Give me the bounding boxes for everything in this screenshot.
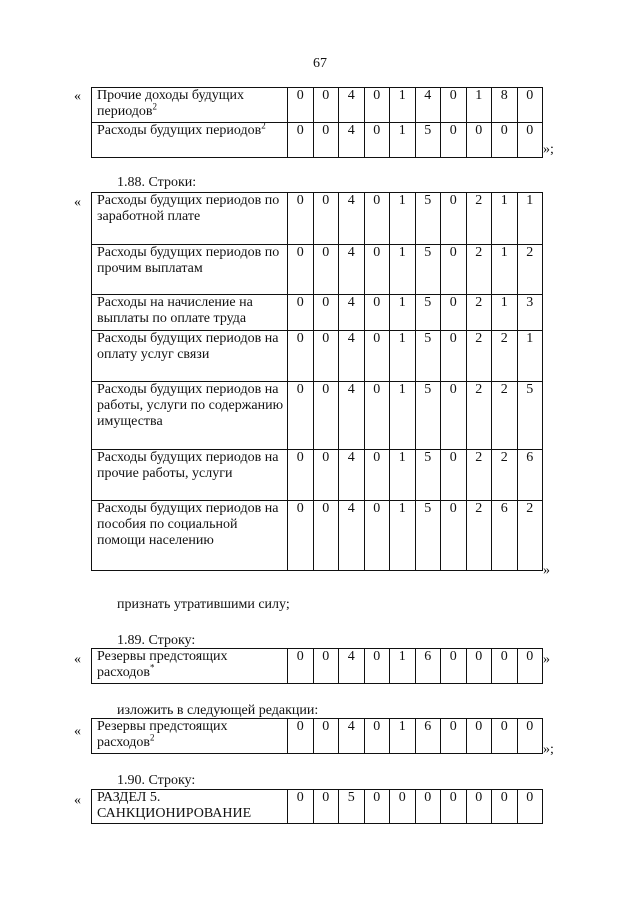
code-digit: 1 xyxy=(390,719,416,754)
code-digit: 0 xyxy=(441,790,467,824)
code-digit: 1 xyxy=(390,450,416,501)
table-section3-new xyxy=(91,718,543,754)
account-name xyxy=(92,649,288,684)
account-name xyxy=(92,88,288,123)
code-digit: 4 xyxy=(339,245,365,295)
code-digit: 0 xyxy=(288,382,314,450)
table-row xyxy=(92,193,543,245)
code-digit: 1 xyxy=(517,331,543,382)
code-digit: 0 xyxy=(492,790,518,824)
code-digit: 2 xyxy=(466,382,492,450)
code-digit: 4 xyxy=(339,501,365,571)
code-digit: 2 xyxy=(466,450,492,501)
code-digit: 2 xyxy=(492,382,518,450)
code-digit: 4 xyxy=(339,123,365,158)
code-digit: 4 xyxy=(339,382,365,450)
account-name-text: Расходы будущих периодов по прочим выплатам xyxy=(97,245,280,276)
account-name-text: Расходы будущих периодов на работы, услуги по содержанию имущества xyxy=(97,382,284,429)
code-digit: 0 xyxy=(441,450,467,501)
code-digit: 0 xyxy=(441,719,467,754)
code-digit: 0 xyxy=(492,123,518,158)
code-digit: 2 xyxy=(466,331,492,382)
code-digit: 6 xyxy=(492,501,518,571)
code-digit: 2 xyxy=(517,501,543,571)
code-digit: 1 xyxy=(390,501,416,571)
account-name-text: Расходы будущих периодов xyxy=(97,123,262,138)
code-digit: 0 xyxy=(364,382,390,450)
code-digit: 0 xyxy=(441,88,467,123)
code-digit: 0 xyxy=(288,245,314,295)
code-digit: 0 xyxy=(364,790,390,824)
code-digit: 0 xyxy=(288,790,314,824)
code-digit: 0 xyxy=(441,331,467,382)
code-digit: 5 xyxy=(339,790,365,824)
code-digit: 0 xyxy=(441,501,467,571)
code-digit: 4 xyxy=(339,193,365,245)
code-digit: 0 xyxy=(415,790,441,824)
code-digit: 1 xyxy=(390,382,416,450)
table-section1 xyxy=(91,87,543,158)
account-name-text: РАЗДЕЛ 5. САНКЦИОНИРОВАНИЕ xyxy=(97,790,252,821)
account-name-text: Расходы на начисление на выплаты по оплате труда xyxy=(97,295,253,326)
code-digit: 5 xyxy=(415,450,441,501)
account-name xyxy=(92,450,288,501)
code-digit: 0 xyxy=(466,790,492,824)
code-digit: 2 xyxy=(466,245,492,295)
table-row xyxy=(92,123,543,158)
table-row xyxy=(92,790,543,824)
table-row xyxy=(92,88,543,123)
repeal-text: признать утратившими силу; xyxy=(117,597,290,612)
account-name-text: Расходы будущих периодов по заработной плате xyxy=(97,193,280,224)
account-name xyxy=(92,790,288,824)
code-digit: 0 xyxy=(288,331,314,382)
code-digit: 0 xyxy=(364,193,390,245)
account-name xyxy=(92,245,288,295)
code-digit: 5 xyxy=(415,501,441,571)
code-digit: 4 xyxy=(339,450,365,501)
code-digit: 5 xyxy=(415,245,441,295)
code-digit: 0 xyxy=(492,719,518,754)
code-digit: 0 xyxy=(466,123,492,158)
open-quote: « xyxy=(74,793,81,808)
code-digit: 0 xyxy=(313,501,339,571)
close-quote: »; xyxy=(543,742,554,757)
code-digit: 4 xyxy=(339,719,365,754)
code-digit: 0 xyxy=(441,123,467,158)
heading-1-90: 1.90. Строку: xyxy=(117,773,196,788)
open-quote: « xyxy=(74,652,81,667)
code-digit: 0 xyxy=(313,88,339,123)
heading-1-89: 1.89. Строку: xyxy=(117,633,196,648)
page-number: 67 xyxy=(313,56,327,71)
code-digit: 1 xyxy=(390,331,416,382)
code-digit: 0 xyxy=(288,88,314,123)
footnote-mark: 2 xyxy=(152,101,158,112)
code-digit: 0 xyxy=(313,193,339,245)
open-quote: « xyxy=(74,724,81,739)
code-digit: 0 xyxy=(364,331,390,382)
code-digit: 0 xyxy=(313,295,339,331)
code-digit: 0 xyxy=(364,88,390,123)
table-section4 xyxy=(91,789,543,824)
code-digit: 1 xyxy=(390,193,416,245)
code-digit: 6 xyxy=(415,719,441,754)
code-digit: 4 xyxy=(415,88,441,123)
account-name xyxy=(92,295,288,331)
footnote-mark: * xyxy=(150,662,155,673)
close-quote: » xyxy=(543,652,550,667)
code-digit: 5 xyxy=(517,382,543,450)
code-digit: 0 xyxy=(288,501,314,571)
code-digit: 0 xyxy=(364,245,390,295)
code-digit: 4 xyxy=(339,649,365,684)
footnote-mark: 2 xyxy=(150,732,155,743)
code-digit: 5 xyxy=(415,193,441,245)
account-name xyxy=(92,501,288,571)
code-digit: 0 xyxy=(441,295,467,331)
code-digit: 0 xyxy=(466,719,492,754)
open-quote: « xyxy=(74,89,81,104)
code-digit: 0 xyxy=(517,649,543,684)
code-digit: 0 xyxy=(390,790,416,824)
account-name xyxy=(92,193,288,245)
code-digit: 2 xyxy=(466,193,492,245)
code-digit: 2 xyxy=(466,295,492,331)
code-digit: 2 xyxy=(492,450,518,501)
code-digit: 0 xyxy=(288,719,314,754)
code-digit: 0 xyxy=(313,331,339,382)
code-digit: 4 xyxy=(339,331,365,382)
code-digit: 1 xyxy=(517,193,543,245)
code-digit: 5 xyxy=(415,295,441,331)
close-quote: »; xyxy=(543,142,554,157)
code-digit: 1 xyxy=(492,245,518,295)
table-row xyxy=(92,649,543,684)
code-digit: 0 xyxy=(492,649,518,684)
code-digit: 4 xyxy=(339,88,365,123)
code-digit: 0 xyxy=(517,123,543,158)
code-digit: 0 xyxy=(441,649,467,684)
code-digit: 0 xyxy=(517,790,543,824)
table-row xyxy=(92,501,543,571)
code-digit: 2 xyxy=(517,245,543,295)
account-name xyxy=(92,382,288,450)
code-digit: 0 xyxy=(313,649,339,684)
table-section2 xyxy=(91,192,543,571)
code-digit: 0 xyxy=(441,193,467,245)
code-digit: 0 xyxy=(288,193,314,245)
code-digit: 1 xyxy=(492,193,518,245)
heading-1-88: 1.88. Строки: xyxy=(117,175,197,190)
code-digit: 0 xyxy=(313,245,339,295)
account-name-text: Прочие доходы будущих периодов xyxy=(97,88,244,119)
amend-text: изложить в следующей редакции: xyxy=(117,703,319,718)
table-row xyxy=(92,331,543,382)
code-digit: 0 xyxy=(364,719,390,754)
account-name xyxy=(92,120,288,158)
code-digit: 5 xyxy=(415,382,441,450)
code-digit: 0 xyxy=(288,295,314,331)
code-digit: 1 xyxy=(390,88,416,123)
code-digit: 0 xyxy=(441,382,467,450)
code-digit: 0 xyxy=(364,123,390,158)
code-digit: 0 xyxy=(288,123,314,158)
code-digit: 0 xyxy=(441,245,467,295)
code-digit: 1 xyxy=(390,649,416,684)
table-row xyxy=(92,382,543,450)
code-digit: 0 xyxy=(313,719,339,754)
code-digit: 0 xyxy=(364,295,390,331)
code-digit: 0 xyxy=(288,450,314,501)
code-digit: 6 xyxy=(415,649,441,684)
code-digit: 0 xyxy=(517,719,543,754)
table-row xyxy=(92,245,543,295)
code-digit: 0 xyxy=(364,450,390,501)
code-digit: 0 xyxy=(313,123,339,158)
account-name xyxy=(92,719,288,754)
account-name-text: Резервы предстоящих расходов xyxy=(97,719,228,750)
code-digit: 1 xyxy=(390,295,416,331)
code-digit: 6 xyxy=(517,450,543,501)
code-digit: 4 xyxy=(339,295,365,331)
account-name-text: Расходы будущих периодов на прочие работы, услуги xyxy=(97,450,279,481)
code-digit: 8 xyxy=(492,88,518,123)
code-digit: 0 xyxy=(466,649,492,684)
close-quote: » xyxy=(543,563,550,578)
account-name-text: Расходы будущих периодов на оплату услуг связи xyxy=(97,331,279,362)
table-row xyxy=(92,719,543,754)
code-digit: 0 xyxy=(313,790,339,824)
code-digit: 2 xyxy=(492,331,518,382)
code-digit: 1 xyxy=(390,123,416,158)
code-digit: 5 xyxy=(415,123,441,158)
code-digit: 1 xyxy=(466,88,492,123)
table-row xyxy=(92,295,543,331)
code-digit: 0 xyxy=(313,450,339,501)
code-digit: 0 xyxy=(364,649,390,684)
footnote-mark: 2 xyxy=(261,120,266,131)
code-digit: 2 xyxy=(466,501,492,571)
account-name-text: Расходы будущих периодов на пособия по социальной помощи населению xyxy=(97,501,279,548)
code-digit: 0 xyxy=(288,649,314,684)
open-quote: « xyxy=(74,195,81,210)
table-row xyxy=(92,450,543,501)
code-digit: 1 xyxy=(492,295,518,331)
code-digit: 0 xyxy=(517,88,543,123)
code-digit: 0 xyxy=(313,382,339,450)
account-name xyxy=(92,331,288,382)
table-section3-old xyxy=(91,648,543,684)
code-digit: 5 xyxy=(415,331,441,382)
code-digit: 1 xyxy=(390,245,416,295)
code-digit: 0 xyxy=(364,501,390,571)
code-digit: 3 xyxy=(517,295,543,331)
account-name-text: Резервы предстоящих расходов xyxy=(97,649,228,680)
